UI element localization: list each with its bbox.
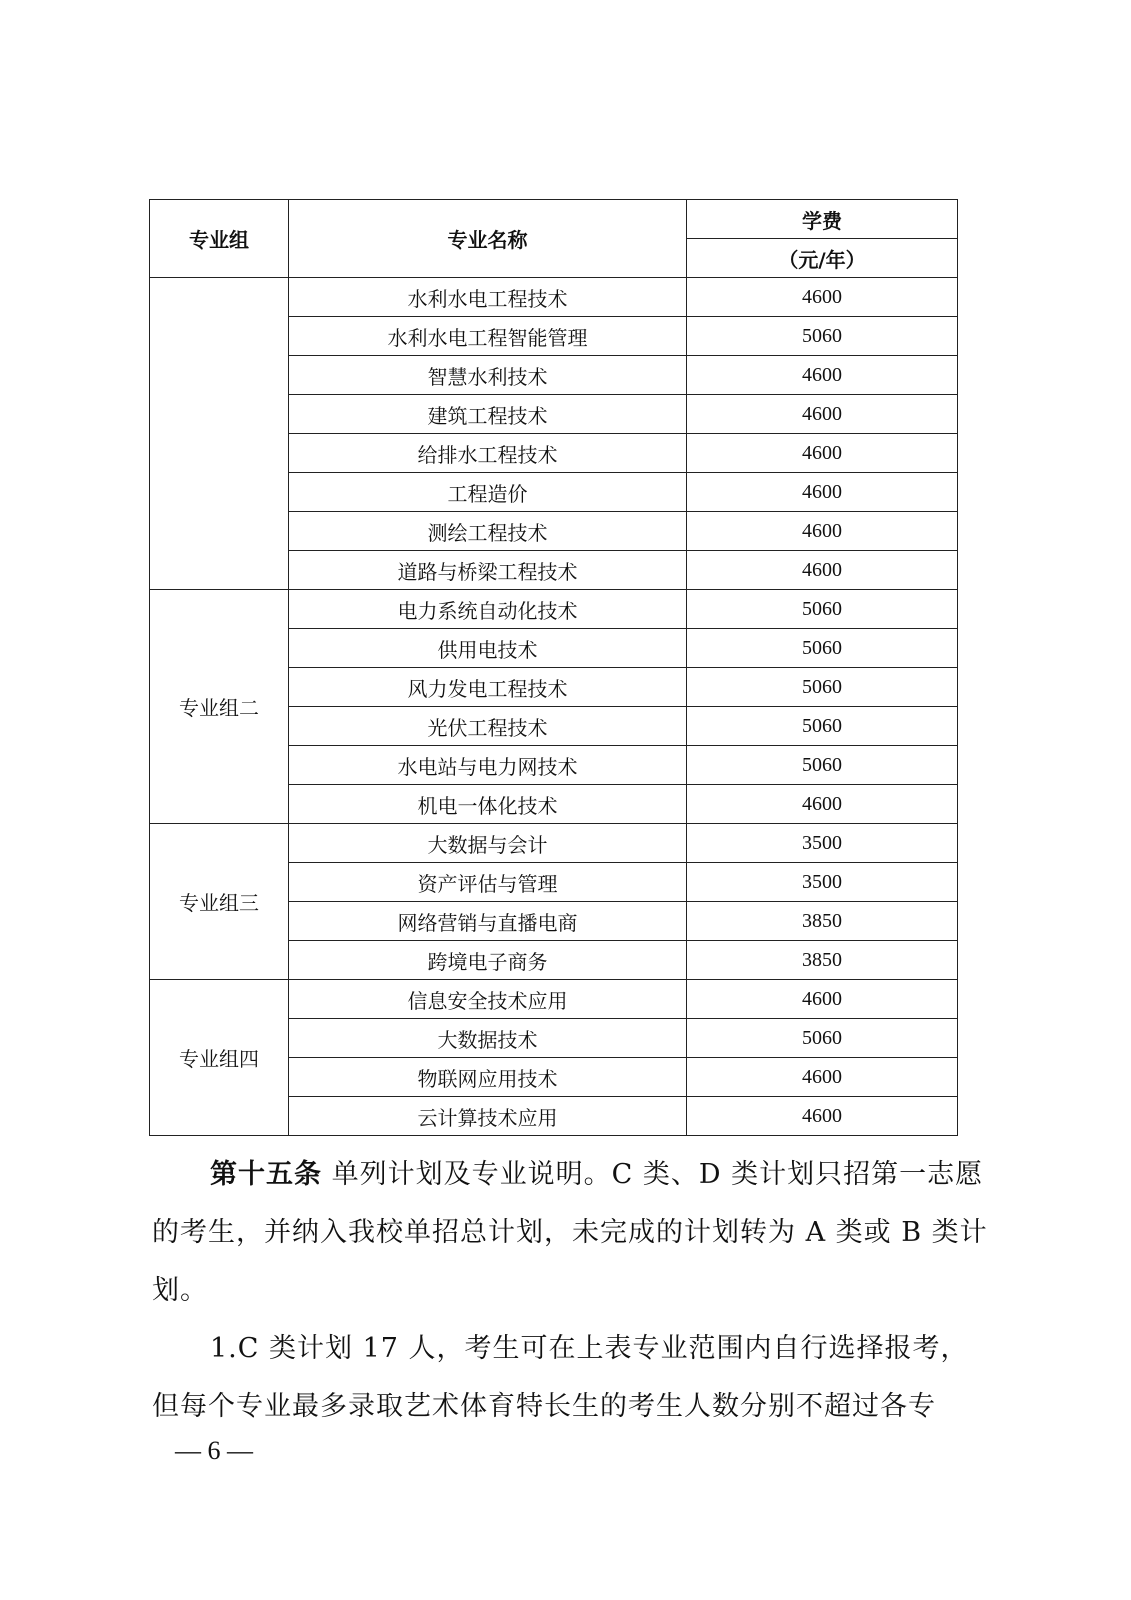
major-name-cell: 网络营销与直播电商 [289, 902, 687, 941]
tuition-table [149, 199, 958, 1136]
fee-cell: 4600 [687, 785, 958, 824]
major-name-cell: 大数据与会计 [289, 824, 687, 863]
article-body [152, 1146, 992, 1436]
fee-cell: 3850 [687, 941, 958, 980]
page-number: — 6 — [175, 1436, 253, 1465]
major-name-cell: 测绘工程技术 [289, 512, 687, 551]
group-name-cell [150, 278, 289, 590]
fee-cell: 4600 [687, 278, 958, 317]
fee-cell: 4600 [687, 395, 958, 434]
major-name-cell: 供用电技术 [289, 629, 687, 668]
major-name-cell: 大数据技术 [289, 1019, 687, 1058]
major-name-cell: 电力系统自动化技术 [289, 590, 687, 629]
major-name-cell: 信息安全技术应用 [289, 980, 687, 1019]
group-name-cell: 专业组三 [150, 824, 289, 980]
fee-cell: 5060 [687, 746, 958, 785]
article-paragraph-2: 1.C 类计划 17 人，考生可在上表专业范围内自行选择报考，但每个专业最多录取艺术体育特长生的考生人数分别不超过各专 [152, 1333, 969, 1422]
header-group: 专业组 [150, 200, 289, 278]
major-name-cell: 工程造价 [289, 473, 687, 512]
fee-cell: 5060 [687, 629, 958, 668]
table-row [150, 278, 958, 317]
major-name-cell: 云计算技术应用 [289, 1097, 687, 1136]
group-name-cell: 专业组二 [150, 590, 289, 824]
fee-cell: 4600 [687, 473, 958, 512]
major-name-cell: 给排水工程技术 [289, 434, 687, 473]
article-heading: 第十五条 [210, 1159, 322, 1190]
major-name-cell: 风力发电工程技术 [289, 668, 687, 707]
major-name-cell: 资产评估与管理 [289, 863, 687, 902]
table-row [150, 590, 958, 629]
fee-cell: 3850 [687, 902, 958, 941]
major-name-cell: 智慧水利技术 [289, 356, 687, 395]
fee-cell: 4600 [687, 1097, 958, 1136]
fee-cell: 5060 [687, 668, 958, 707]
header-fee-title: 学费 [687, 200, 958, 239]
fee-cell: 4600 [687, 356, 958, 395]
major-name-cell: 道路与桥梁工程技术 [289, 551, 687, 590]
major-name-cell: 机电一体化技术 [289, 785, 687, 824]
major-name-cell: 建筑工程技术 [289, 395, 687, 434]
major-name-cell: 水利水电工程技术 [289, 278, 687, 317]
article-paragraph-1 [152, 1146, 992, 1320]
fee-cell: 4600 [687, 434, 958, 473]
table-row [150, 980, 958, 1019]
major-name-cell: 水利水电工程智能管理 [289, 317, 687, 356]
major-name-cell: 光伏工程技术 [289, 707, 687, 746]
major-name-cell: 跨境电子商务 [289, 941, 687, 980]
fee-cell: 3500 [687, 824, 958, 863]
table-body [150, 278, 958, 1136]
fee-cell: 5060 [687, 707, 958, 746]
header-fee-unit: （元/年） [687, 239, 958, 278]
fee-cell: 5060 [687, 590, 958, 629]
group-name-cell: 专业组四 [150, 980, 289, 1136]
fee-cell: 4600 [687, 551, 958, 590]
fee-cell: 5060 [687, 317, 958, 356]
table-row [150, 824, 958, 863]
major-name-cell: 水电站与电力网技术 [289, 746, 687, 785]
fee-cell: 4600 [687, 980, 958, 1019]
fee-cell: 3500 [687, 863, 958, 902]
fee-cell: 4600 [687, 1058, 958, 1097]
article-text-1: 单列计划及专业说明。C 类、D 类计划只招第一志愿的考生，并纳入我校单招总计划，未完成的计划转为 A 类或 B 类计划。 [152, 1159, 988, 1306]
fee-cell: 4600 [687, 512, 958, 551]
major-name-cell: 物联网应用技术 [289, 1058, 687, 1097]
header-major: 专业名称 [289, 200, 687, 278]
fee-cell: 5060 [687, 1019, 958, 1058]
